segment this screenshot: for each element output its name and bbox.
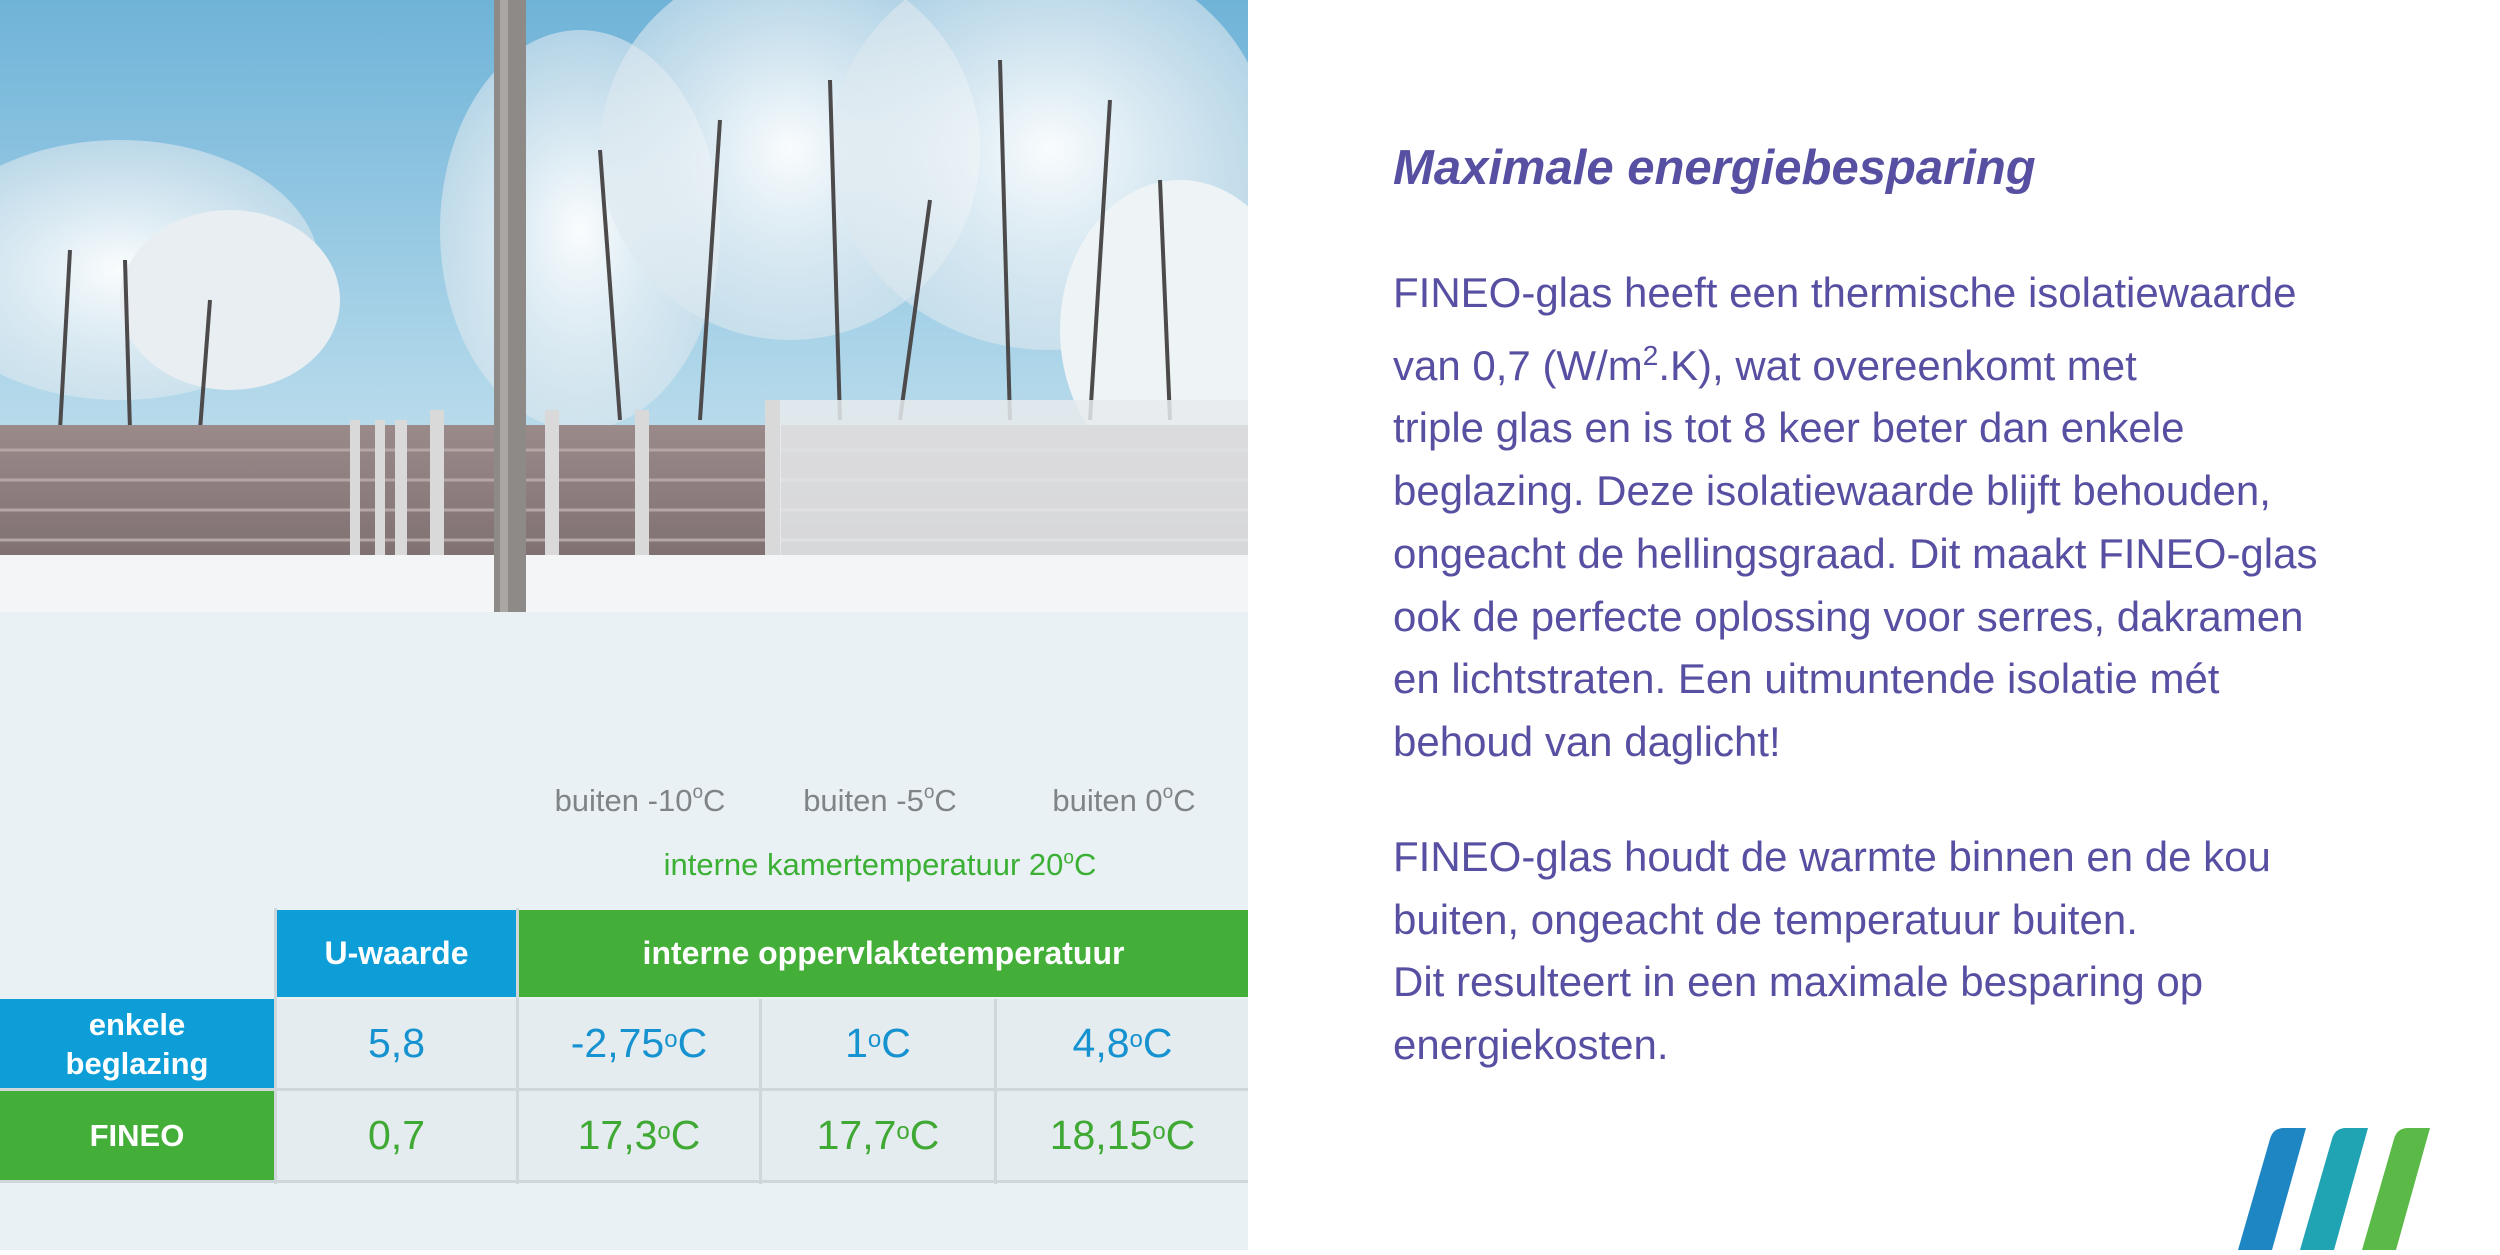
paragraph-line: FINEO-glas houdt de warmte binnen en de kou [1393, 833, 2271, 880]
table-divider [274, 908, 277, 1184]
temperature-cell: 18,15 $^o$ C [997, 1091, 1248, 1180]
savings-paragraph [1393, 826, 2453, 1077]
paragraph-line: ongeacht de hellingsgraad. Dit maakt FINEO-glas [1393, 529, 2318, 577]
paragraph-line: behoud van daglicht! [1393, 717, 1781, 765]
outside-temp-label: buiten -10$^o$C [554, 781, 726, 818]
paragraph-line: ook de perfecte oplossing voor serres, dakramen [1393, 592, 2304, 640]
brand-stripes-logo [2200, 1125, 2500, 1250]
row-label-line: beglazing [65, 1045, 209, 1081]
outside-temp-label: buiten -5$^o$C [803, 781, 957, 818]
uvalue-cell: 0,7 [277, 1091, 516, 1180]
table-divider [0, 1180, 1248, 1183]
temperature-cell: 1 $^o$ C [762, 999, 994, 1088]
table-divider [516, 908, 519, 1184]
paragraph-line: buiten, ongeacht de temperatuur buiten. [1393, 895, 2138, 943]
temperature-cell: -2,75 $^o$ C [519, 999, 759, 1088]
room-temperature-label: interne kamertemperatuur 20$^o$C [663, 847, 1097, 882]
winter-garden-photo [0, 0, 1248, 612]
uvalue-header: U-waarde [277, 910, 516, 997]
uvalue-cell: 5,8 [277, 999, 516, 1088]
paragraph-line: Dit resulteert in een maximale besparing op [1393, 958, 2204, 1006]
row-label-fineo: FINEO [0, 1091, 274, 1180]
temperature-cell: 17,3 $^o$ C [519, 1091, 759, 1180]
table-divider [759, 999, 762, 1184]
table-divider [994, 999, 997, 1184]
temperature-cell: 4,8 $^o$ C [997, 999, 1248, 1088]
temperature-cell: 17,7 $^o$ C [762, 1091, 994, 1180]
paragraph-line: triple glas en is tot 8 keer beter dan enkele [1393, 404, 2185, 452]
row-label-line: enkele [88, 1006, 186, 1042]
surface-temperature-header: interne oppervlaktetemperatuur [519, 910, 1248, 997]
paragraph-line: FINEO-glas heeft een thermische isolatiewaarde [1393, 269, 2297, 316]
left-panel [0, 0, 1248, 1250]
paragraph-line: energiekosten. [1393, 1021, 1669, 1069]
row-label-single-glazing [0, 999, 274, 1088]
table-divider [0, 1088, 1248, 1091]
paragraph-line: en lichtstraten. Een uitmuntende isolatie mét [1393, 655, 2220, 703]
paragraph-line: beglazing. Deze isolatiewaarde blijft behouden, [1393, 467, 2271, 515]
intro-paragraph [1393, 262, 2453, 774]
paragraph-line: van 0,7 $(W/m^2.K)$, wat overeenkomt met [1393, 339, 2137, 389]
page-title: Maximale energiebesparing [1393, 141, 2036, 195]
outside-temp-label: buiten 0$^o$C [1052, 781, 1196, 818]
